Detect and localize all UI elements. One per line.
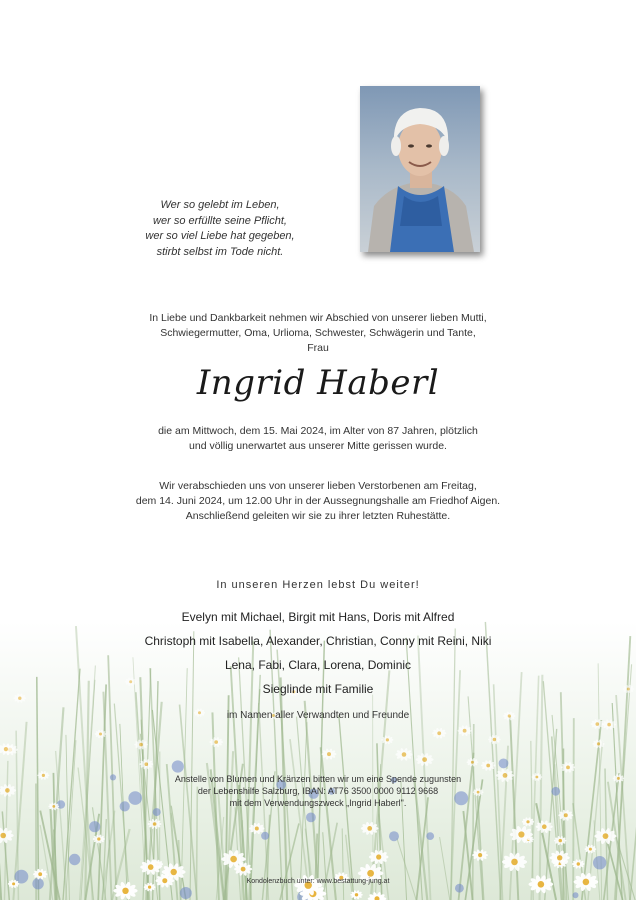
death-notice-line: die am Mittwoch, dem 15. Mai 2024, im Alter von 87 Jahren, plötzlich: [158, 425, 478, 437]
deceased-name: Ingrid Haberl: [196, 363, 440, 403]
heart-line: In unseren Herzen lebst Du weiter!: [216, 579, 420, 591]
relatives-line: im Namen aller Verwandten und Freunde: [226, 710, 410, 721]
family-line: Sieglinde mit Familie: [262, 682, 374, 696]
quote-line: stirbt selbst im Tode nicht.: [156, 245, 284, 258]
memorial-quote: [130, 198, 310, 260]
intro-line: In Liebe und Dankbarkeit nehmen wir Abschied von unserer lieben Mutti,: [149, 312, 487, 324]
quote-line: wer so viel Liebe hat gegeben,: [145, 230, 295, 242]
funeral-notice: [60, 479, 576, 524]
intro-text: [60, 311, 576, 356]
death-notice: [60, 424, 576, 454]
condolence-book-link: Kondolenzbuch unter: www.bestattung-jung.at: [246, 878, 390, 885]
intro-line: Schwiegermutter, Oma, Urlioma, Schwester, Schwägerin und Tante,: [160, 327, 476, 339]
family-line: Evelyn mit Michael, Birgit mit Hans, Doris mit Alfred: [181, 610, 455, 624]
intro-line: Frau: [307, 342, 329, 354]
donation-line: mit dem Verwendungszweck „Ingrid Haberl".: [229, 798, 407, 808]
family-line: Christoph mit Isabella, Alexander, Christian, Conny mit Reini, Niki: [144, 634, 492, 648]
funeral-notice-line: Anschließend geleiten wir sie zu ihrer letzten Ruhestätte.: [185, 510, 451, 522]
portrait-illustration: [360, 86, 480, 252]
funeral-notice-line: dem 14. Juni 2024, um 12.00 Uhr in der Aussegnungshalle am Friedhof Aigen.: [135, 495, 501, 507]
quote-line: Wer so gelebt im Leben,: [160, 199, 280, 211]
donation-line: Anstelle von Blumen und Kränzen bitten wir um eine Spende zugunsten: [174, 774, 462, 784]
portrait-photo: [360, 86, 480, 252]
quote-line: wer so erfüllte seine Pflicht,: [153, 214, 287, 227]
family-list: [40, 605, 596, 701]
donation-notice: [60, 773, 576, 809]
death-notice-line: und völlig unerwartet aus unserer Mitte gerissen wurde.: [189, 440, 447, 452]
family-line: Lena, Fabi, Clara, Lorena, Dominic: [224, 658, 412, 672]
donation-line: der Lebenshilfe Salzburg, IBAN: AT76 3500 0000 9112 9668: [197, 786, 439, 796]
funeral-notice-line: Wir verabschieden uns von unserer lieben Verstorbenen am Freitag,: [159, 480, 477, 492]
